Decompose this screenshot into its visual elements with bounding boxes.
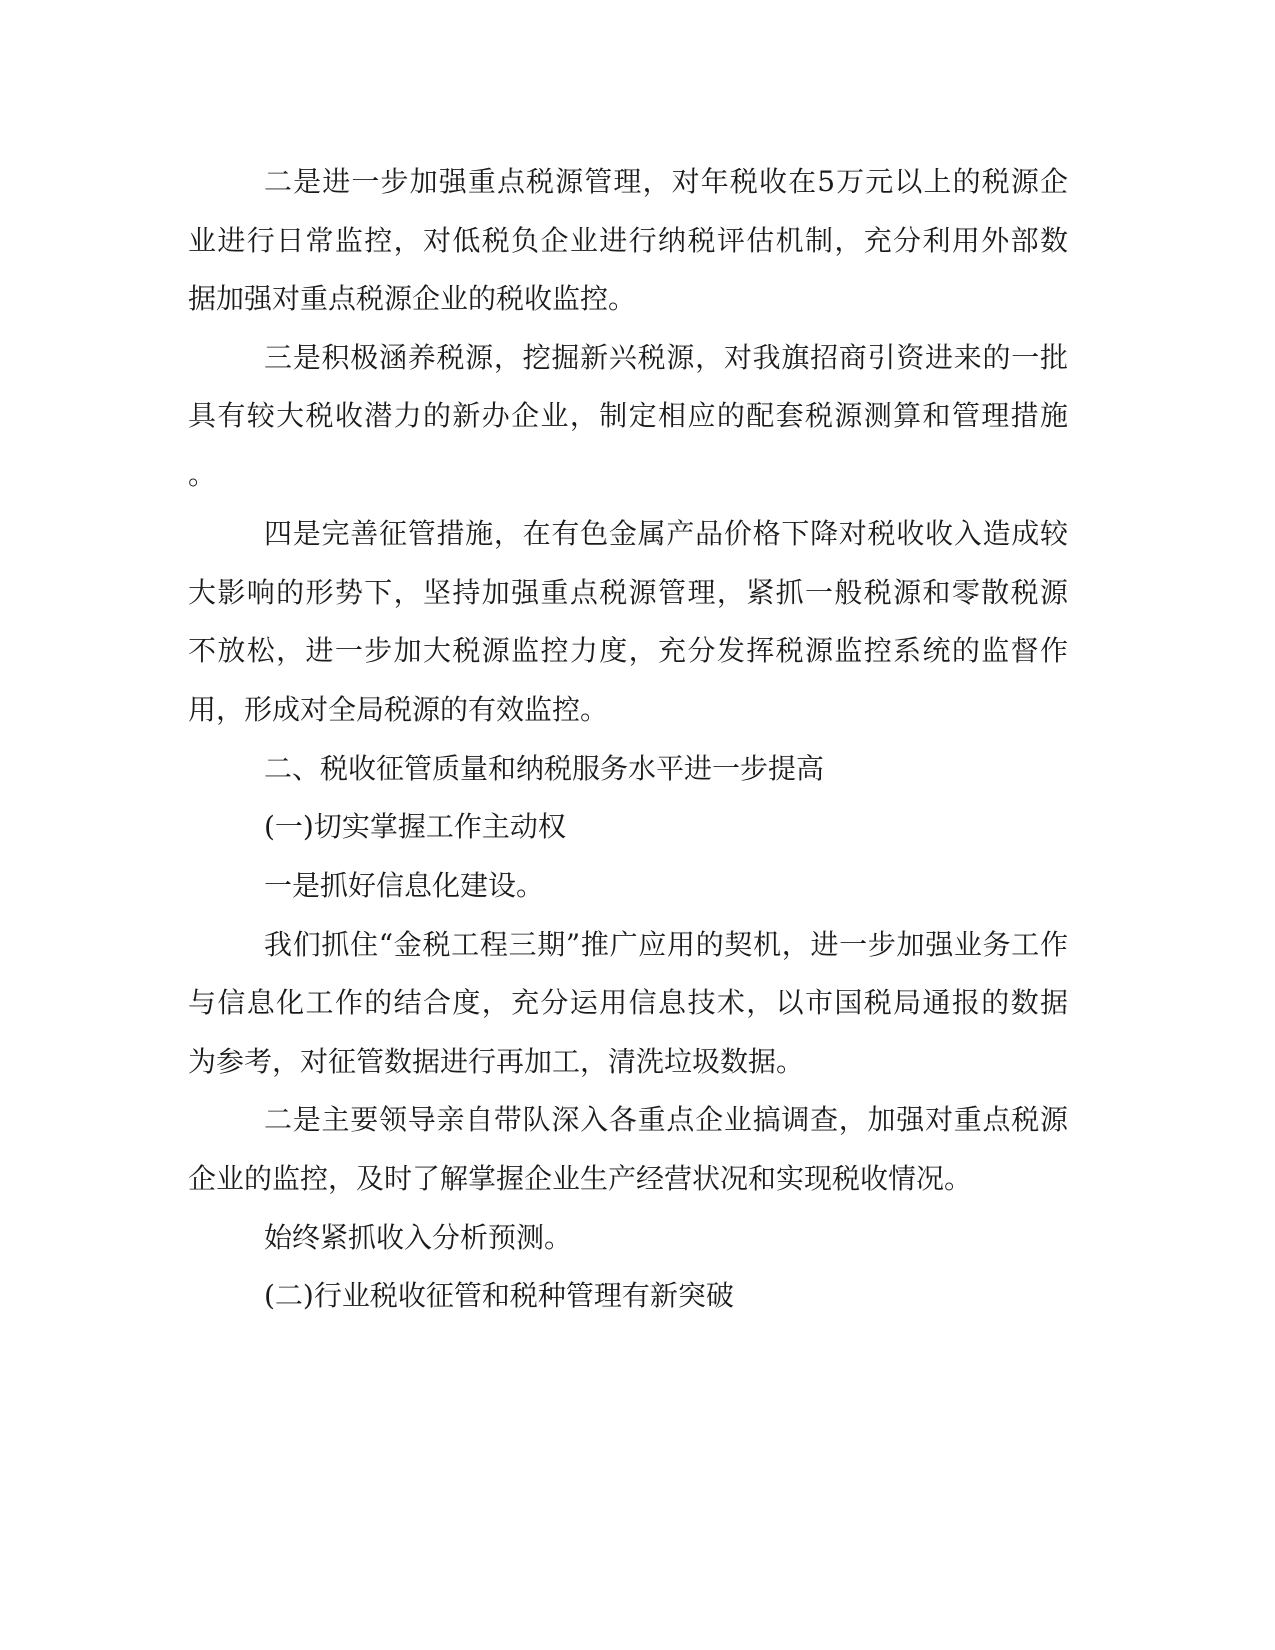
paragraph-3-line-3: 不放松，进一步加大税源监控力度，充分发挥税源监控系统的监督作 — [188, 634, 1068, 667]
paragraph-4-line-1: 一是抓好信息化建设。 — [264, 869, 545, 902]
paragraph-6-line-1: 二是主要领导亲自带队深入各重点企业搞调查，加强对重点税源 — [264, 1103, 1068, 1136]
paragraph-2-line-2: 具有较大税收潜力的新办企业，制定相应的配套税源测算和管理措施 — [188, 399, 1068, 432]
subsection-heading-1: (一)切实掌握工作主动权 — [264, 810, 566, 843]
paragraph-3-line-2: 大影响的形势下，坚持加强重点税源管理，紧抓一般税源和零散税源 — [188, 576, 1068, 609]
paragraph-2-line-1: 三是积极涵养税源，挖掘新兴税源，对我旗招商引资进来的一批 — [264, 341, 1068, 374]
paragraph-3-line-1: 四是完善征管措施，在有色金属产品价格下降对税收收入造成较 — [264, 517, 1068, 550]
paragraph-1-line-2: 业进行日常监控，对低税负企业进行纳税评估机制，充分利用外部数 — [188, 224, 1068, 257]
paragraph-1-line-1: 二是进一步加强重点税源管理，对年税收在5万元以上的税源企 — [264, 165, 1068, 198]
paragraph-1-line-3: 据加强对重点税源企业的税收监控。 — [188, 282, 637, 315]
paragraph-5-line-2: 与信息化工作的结合度，充分运用信息技术，以市国税局通报的数据 — [188, 986, 1068, 1019]
paragraph-5-line-3: 为参考，对征管数据进行再加工，清洗垃圾数据。 — [188, 1045, 805, 1078]
paragraph-3-line-4: 用，形成对全局税源的有效监控。 — [188, 693, 609, 726]
subsection-heading-2: (二)行业税收征管和税种管理有新突破 — [264, 1279, 734, 1312]
paragraph-7-line-1: 始终紧抓收入分析预测。 — [264, 1221, 573, 1254]
paragraph-5-line-1: 我们抓住“金税工程三期”推广应用的契机，进一步加强业务工作 — [264, 928, 1068, 961]
section-heading: 二、税收征管质量和纳税服务水平进一步提高 — [264, 752, 825, 785]
paragraph-2-line-3: 。 — [188, 458, 217, 491]
paragraph-6-line-2: 企业的监控，及时了解掌握企业生产经营状况和实现税收情况。 — [188, 1162, 973, 1195]
